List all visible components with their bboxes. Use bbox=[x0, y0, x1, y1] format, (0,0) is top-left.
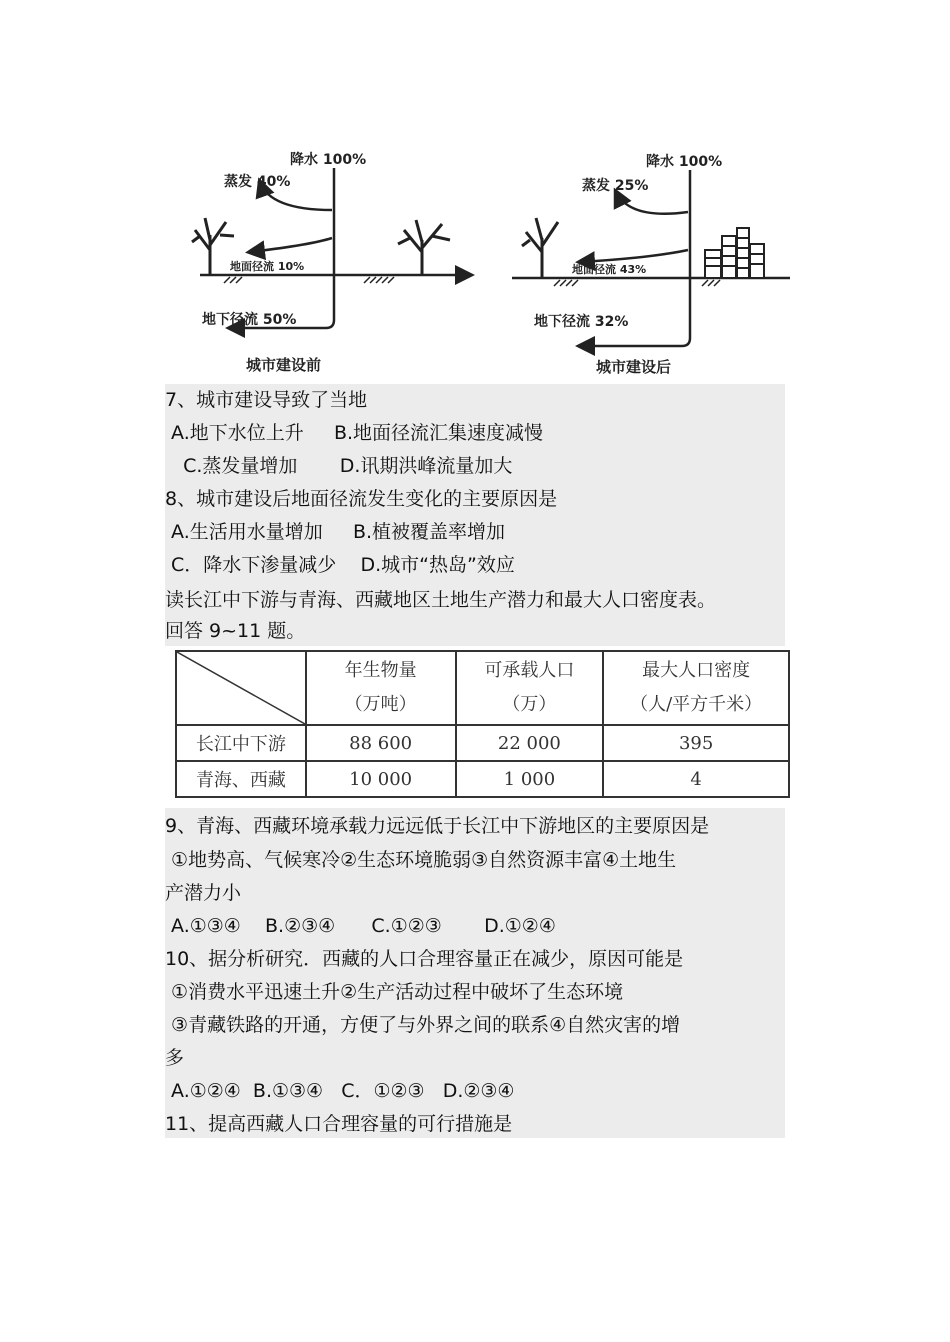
tree-icon bbox=[192, 218, 234, 275]
row-region: 青海、西藏 bbox=[176, 761, 306, 797]
q10-items-row1: ①消费水平迅速土升②生产活动过程中破坏了生态环境 bbox=[165, 981, 624, 1003]
table-header bbox=[456, 651, 604, 725]
q9-items-row2: 产潜力小 bbox=[165, 882, 242, 904]
data-table-wrapper bbox=[170, 648, 790, 800]
before-groundwater-label: 地下径流 50% bbox=[202, 312, 297, 328]
diagram-after-panel bbox=[512, 153, 790, 376]
header-population-unit: （万） bbox=[502, 694, 557, 715]
questions-7-8-block bbox=[165, 384, 785, 646]
intro-line1: 读长江中下游与青海、西藏地区土地生产潜力和最大人口密度表。 bbox=[165, 589, 717, 611]
table-corner-cell bbox=[176, 651, 306, 725]
diagonal-line bbox=[177, 652, 305, 724]
q8-options-row2: C．降水下渗量减少 D.城市“热岛”效应 bbox=[165, 554, 515, 576]
header-biomass-unit: （万吨） bbox=[344, 694, 417, 715]
row-density: 4 bbox=[603, 761, 789, 797]
q10-options: A.①②④ B.①③④ C．①②③ D.②③④ bbox=[165, 1080, 515, 1102]
q9-options: A.①③④ B.②③④ C.①②③ D.①②④ bbox=[165, 915, 556, 937]
row-region: 长江中下游 bbox=[176, 725, 306, 761]
table-header bbox=[306, 651, 456, 725]
tree-icon bbox=[398, 220, 450, 275]
before-surface-runoff-label: 地面径流 10% bbox=[230, 260, 305, 273]
before-caption: 城市建设前 bbox=[246, 356, 322, 374]
header-population: 可承载人口 bbox=[484, 660, 575, 681]
table-row bbox=[176, 725, 789, 761]
q11-stem: 11、提高西藏人口合理容量的可行措施是 bbox=[165, 1113, 513, 1135]
after-evaporation-label: 蒸发 25% bbox=[582, 178, 649, 194]
q7-stem: 7、城市建设导致了当地 bbox=[165, 389, 368, 411]
q9-items-row1: ①地势高、气候寒冷②生态环境脆弱③自然资源丰富④土地生 bbox=[165, 849, 677, 871]
row-biomass: 10 000 bbox=[306, 761, 456, 797]
intro-line2: 回答 9~11 题。 bbox=[165, 620, 306, 642]
q10-stem: 10、据分析研究．西藏的人口合理容量正在减少，原因可能是 bbox=[165, 948, 684, 970]
diagram-before-panel bbox=[192, 151, 470, 374]
land-potential-table bbox=[175, 650, 790, 798]
row-density: 395 bbox=[603, 725, 789, 761]
after-caption: 城市建设后 bbox=[596, 358, 672, 376]
water-cycle-figure bbox=[160, 140, 800, 380]
before-precipitation-label: 降水 100% bbox=[290, 152, 367, 168]
q7-options-row1: A.地下水位上升 B.地面径流汇集速度减慢 bbox=[165, 422, 544, 444]
after-groundwater-label: 地下径流 32% bbox=[534, 314, 629, 330]
row-population: 22 000 bbox=[456, 725, 604, 761]
after-precipitation-label: 降水 100% bbox=[646, 154, 723, 170]
q8-stem: 8、城市建设后地面径流发生变化的主要原因是 bbox=[165, 488, 558, 510]
header-biomass: 年生物量 bbox=[344, 660, 417, 681]
table-header bbox=[603, 651, 789, 725]
table-row bbox=[176, 761, 789, 797]
row-population: 1 000 bbox=[456, 761, 604, 797]
water-cycle-diagram bbox=[160, 140, 800, 380]
questions-9-11-block bbox=[165, 808, 785, 1138]
buildings-icon bbox=[705, 228, 764, 278]
header-density-unit: （人/平方千米） bbox=[630, 694, 763, 715]
q8-options-row1: A.生活用水量增加 B.植被覆盖率增加 bbox=[165, 521, 506, 543]
after-surface-runoff-label: 地面径流 43% bbox=[572, 263, 647, 276]
before-evaporation-label: 蒸发 40% bbox=[224, 174, 291, 190]
q7-options-row2: C.蒸发量增加 D.讯期洪峰流量加大 bbox=[165, 455, 513, 477]
tree-icon bbox=[522, 218, 558, 278]
header-density: 最大人口密度 bbox=[642, 660, 751, 681]
table-header-row bbox=[176, 651, 789, 725]
q10-items-row3: 多 bbox=[165, 1047, 185, 1069]
q10-items-row2: ③青藏铁路的开通，方便了与外界之间的联系④自然灾害的增 bbox=[165, 1014, 681, 1036]
q9-stem: 9、青海、西藏环境承载力远远低于长江中下游地区的主要原因是 bbox=[165, 815, 710, 837]
row-biomass: 88 600 bbox=[306, 725, 456, 761]
